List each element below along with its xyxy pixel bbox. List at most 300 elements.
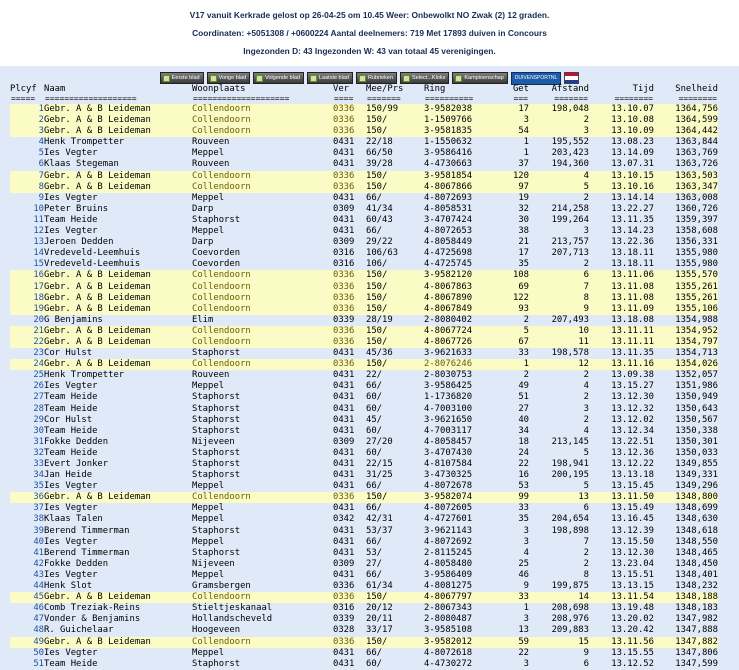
cell-name[interactable]: Berend Timmerman — [44, 525, 130, 536]
cell-speed: 1348,550 — [675, 536, 718, 547]
cell-placing: 41 — [33, 547, 44, 558]
cell-name[interactable]: Klaas Stegeman — [44, 159, 119, 170]
cell-club: 0431 — [333, 525, 355, 536]
cell-club: 0336 — [333, 282, 366, 293]
cell-club: 0431 — [333, 403, 355, 414]
cell-name[interactable]: Gebr. A & B Leideman — [44, 115, 192, 126]
col-plcyf: Plcyf — [10, 84, 37, 94]
cell-entries: 150/ — [366, 282, 424, 293]
cell-residence: Collendoorn — [192, 326, 333, 337]
cell-ring: 4-4730663 — [424, 159, 473, 170]
cell-speed: 1347,806 — [675, 647, 718, 658]
cell-ring: 4-8072693 — [424, 192, 473, 203]
cell-name[interactable]: Team Heide — [44, 447, 98, 458]
results-table — [10, 84, 718, 670]
cell-name[interactable]: Gebr. A & B Leideman — [44, 293, 192, 304]
first-page-button[interactable]: Eerste blad — [160, 72, 204, 84]
cell-ring: 2-8067343 — [424, 603, 473, 614]
cell-time: 13.18.08 — [611, 314, 654, 325]
cell-entries: 66/ — [366, 481, 383, 492]
cell-time: 13.11.11 — [589, 337, 654, 348]
cell-name[interactable]: R. Guichelaar — [44, 625, 114, 636]
cell-clocked: 35 — [518, 514, 529, 525]
cell-ring: 3-9582074 — [424, 492, 501, 503]
cell-entries: 27/20 — [366, 436, 393, 447]
underline: ===== — [11, 94, 36, 103]
cell-placing: 9 — [38, 192, 44, 203]
cell-speed: 1349,855 — [675, 459, 718, 469]
cell-placing: 7 — [10, 171, 44, 182]
cell-ring: 3-4730325 — [424, 470, 473, 481]
cell-ring: 3-9582038 — [424, 104, 501, 115]
cell-ring[interactable]: 4-8081275 — [424, 581, 473, 592]
cell-club: 0431 — [333, 159, 355, 170]
cell-distance: 3 — [583, 403, 589, 414]
cell-distance: 214,258 — [551, 203, 589, 214]
brand-logo-icon[interactable]: DUIVENSPORTNL — [511, 72, 561, 85]
cell-name[interactable]: Team Heide — [44, 425, 98, 436]
cell-speed: 1347,888 — [675, 625, 718, 636]
cell-entries: 150/ — [366, 592, 424, 603]
cell-residence: Hoogeveen — [192, 625, 241, 636]
cell-distance: 4 — [583, 381, 589, 392]
cell-time: 13.20.02 — [611, 614, 654, 625]
cell-distance: 8 — [583, 569, 589, 580]
cell-time: 13.22.36 — [611, 237, 654, 248]
underline: === — [513, 94, 528, 103]
cell-name[interactable]: Fokke Dedden — [44, 436, 109, 447]
cell-name[interactable]: Cor Hulst — [44, 414, 93, 425]
cell-ring: 3-9582120 — [424, 270, 501, 281]
cell-clocked: 93 — [501, 304, 529, 315]
cell-name[interactable]: Ies Vegter — [44, 381, 98, 392]
cell-clocked: 33 — [518, 503, 529, 514]
cell-name[interactable]: Henk Trompetter — [44, 137, 125, 148]
cell-name[interactable]: Team Heide — [44, 214, 98, 225]
cell-clocked: 3 — [523, 614, 529, 625]
cell-clocked: 108 — [501, 270, 529, 281]
cell-speed: 1347,982 — [675, 614, 718, 625]
cell-name[interactable]: Ies Vegter — [44, 192, 98, 203]
cell-time: 13.12.52 — [611, 658, 654, 669]
cell-placing: 3 — [10, 126, 44, 137]
cell-club: 0431 — [333, 470, 355, 481]
cell-distance: 5 — [583, 481, 589, 492]
cell-time: 13.10.08 — [589, 115, 654, 126]
cell-distance: 6 — [583, 503, 589, 514]
cell-placing: 34 — [33, 470, 44, 481]
cell-entries: 150/99 — [366, 104, 424, 115]
cell-club: 0336 — [333, 326, 366, 337]
cell-name[interactable]: Gebr. A & B Leideman — [44, 326, 192, 337]
cell-name[interactable]: Ies Vegter — [44, 481, 98, 492]
cell-clocked: 27 — [518, 403, 529, 414]
cell-ring: 4-8072678 — [424, 481, 473, 492]
cell-residence: Staphorst — [192, 459, 241, 469]
cell-distance: 2 — [583, 392, 589, 403]
table-row — [10, 182, 718, 193]
cell-residence: Coevorden — [192, 248, 241, 259]
table-row — [10, 359, 718, 370]
cell-residence: Staphorst — [192, 414, 241, 425]
cell-residence: Collendoorn — [192, 492, 333, 503]
table-row — [10, 570, 718, 581]
cell-ring: 4-8058457 — [424, 436, 473, 447]
cell-name[interactable]: Team Heide — [44, 403, 98, 414]
table-row — [10, 514, 718, 525]
cell-placing: 45 — [10, 592, 44, 603]
cell-speed: 1363,503 — [654, 171, 718, 182]
cell-clocked: 17 — [518, 248, 529, 259]
cell-ring: 3-9621650 — [424, 414, 473, 425]
cell-speed: 1363,726 — [675, 159, 718, 170]
cell-residence: Collendoorn — [192, 104, 333, 115]
cell-residence: Meppel — [192, 381, 225, 392]
select-kloks-button[interactable]: Select...Kloks — [400, 72, 449, 84]
cell-placing: 8 — [10, 182, 44, 193]
cell-name[interactable]: Ies Vegter — [44, 503, 98, 514]
cell-clocked: 5 — [501, 326, 529, 337]
cell-residence: Collendoorn — [192, 359, 333, 370]
cell-name[interactable]: Vredeveld-Leemhuis — [44, 248, 141, 259]
cell-name[interactable]: Ies Vegter — [44, 226, 98, 237]
cell-speed: 1348,465 — [675, 547, 718, 558]
cell-placing: 31 — [33, 436, 44, 447]
cell-club: 0431 — [333, 459, 355, 469]
table-row — [10, 248, 718, 259]
cell-distance: 194,360 — [551, 159, 589, 170]
cell-entries: 27/ — [366, 558, 383, 569]
last-page-icon — [310, 75, 317, 82]
cell-name[interactable]: Gebr. A & B Leideman — [44, 592, 192, 603]
cell-time: 13.09.38 — [611, 370, 654, 381]
cell-club: 0431 — [333, 226, 355, 237]
cell-entries: 66/ — [366, 569, 383, 580]
cell-residence: Nijeveen — [192, 558, 235, 569]
cell-distance: 5 — [529, 182, 589, 193]
cell-placing: 19 — [10, 304, 44, 315]
table-row — [10, 304, 718, 315]
cell-time: 13.10.09 — [589, 126, 654, 137]
cell-clocked: 37 — [518, 159, 529, 170]
cell-distance: 203,423 — [551, 148, 589, 159]
cell-ring: 3-4707424 — [424, 214, 473, 225]
cell-speed: 1349,331 — [675, 470, 718, 481]
cell-club: 0336 — [333, 115, 366, 126]
cell-residence: Gramsbergen — [192, 581, 251, 592]
cell-name[interactable]: Comb Treziak-Reins — [44, 603, 141, 614]
table-row — [10, 237, 718, 248]
cell-name[interactable]: Ies Vegter — [44, 569, 98, 580]
cell-ring: 2-8080487 — [424, 614, 473, 625]
next-page-button[interactable]: Volgende blad — [253, 72, 304, 84]
cell-entries: 150/ — [366, 293, 424, 304]
cell-name[interactable]: Gebr. A & B Leideman — [44, 282, 192, 293]
cell-distance: 209,883 — [551, 625, 589, 636]
cell-club: 0336 — [333, 337, 366, 348]
netherlands-flag-icon[interactable] — [564, 72, 579, 84]
cell-time: 13.11.06 — [589, 270, 654, 281]
cell-residence: Staphorst — [192, 348, 241, 359]
cell-speed: 1354,988 — [675, 314, 718, 325]
cell-time: 13.11.35 — [611, 348, 654, 359]
cell-speed: 1350,338 — [675, 425, 718, 436]
cell-clocked: 9 — [523, 581, 529, 592]
cell-residence: Meppel — [192, 481, 225, 492]
cell-speed: 1355,980 — [675, 248, 718, 259]
cell-time: 13.07.31 — [611, 159, 654, 170]
cell-distance: 9 — [583, 647, 589, 658]
cell-ring: 3-9581854 — [424, 171, 501, 182]
cell-name[interactable]: Gebr. A & B Leideman — [44, 104, 192, 115]
cell-distance: 207,493 — [551, 314, 589, 325]
cell-distance: 2 — [583, 192, 589, 203]
column-header-row — [10, 84, 718, 94]
categories-button[interactable]: Rubrieken — [356, 72, 397, 84]
col-ver: Ver — [333, 84, 350, 94]
cell-placing: 14 — [33, 248, 44, 259]
cell-placing: 5 — [38, 148, 44, 159]
cell-club: 0431 — [333, 137, 355, 148]
cell-ring[interactable]: 2-8076246 — [424, 359, 501, 370]
cell-name[interactable]: Peter Bruins — [44, 203, 109, 214]
cell-name[interactable]: Ies Vegter — [44, 536, 98, 547]
cell-placing: 49 — [10, 637, 44, 648]
cell-ring: 4-8058531 — [424, 203, 473, 214]
cell-speed: 1355,261 — [654, 293, 718, 304]
cell-speed: 1359,397 — [675, 214, 718, 225]
championship-button[interactable]: Kampioenschap — [452, 72, 507, 84]
cell-residence: Staphorst — [192, 392, 241, 403]
table-row — [10, 148, 718, 159]
cell-club: 0431 — [333, 481, 355, 492]
cell-clocked: 46 — [518, 569, 529, 580]
cell-clocked: 18 — [518, 436, 529, 447]
col-mee-prs: Mee/Prs — [366, 84, 404, 94]
table-row — [10, 659, 718, 670]
previous-page-button[interactable]: Vorige blad — [207, 72, 251, 84]
cell-clocked: 13 — [518, 625, 529, 636]
cell-clocked: 22 — [518, 647, 529, 658]
cell-name[interactable]: Vonder & Benjamins — [44, 614, 141, 625]
cell-distance: 213,757 — [551, 237, 589, 248]
cell-name[interactable]: Team Heide — [44, 658, 98, 669]
cell-distance: 4 — [583, 425, 589, 436]
race-info-line: V17 vanuit Kerkrade gelost op 26-04-25 om 10.45 Weer: Onbewolkt NO Zwak (2) 12 graden. — [189, 10, 550, 20]
cell-residence: Coevorden — [192, 259, 241, 270]
cell-name[interactable]: Team Heide — [44, 392, 98, 403]
cell-ring: 4-7003100 — [424, 403, 473, 414]
cell-name[interactable]: Ies Vegter — [44, 148, 98, 159]
cell-distance: 3 — [583, 226, 589, 237]
cell-placing: 25 — [33, 370, 44, 381]
table-row — [10, 171, 718, 182]
cell-residence: Darp — [192, 237, 214, 248]
cell-placing: 2 — [10, 115, 44, 126]
cell-residence: Staphorst — [192, 214, 241, 225]
cell-time: 13.10.16 — [589, 182, 654, 193]
cell-placing: 28 — [33, 403, 44, 414]
table-row — [10, 282, 718, 293]
cell-clocked: 1 — [523, 148, 529, 159]
cell-name[interactable]: Gebr. A & B Leideman — [44, 359, 192, 370]
cell-ring[interactable]: 2-8115245 — [424, 547, 473, 558]
cell-distance: 198,048 — [529, 104, 589, 115]
cell-name[interactable]: Berend Timmerman — [44, 547, 130, 558]
table-row — [10, 226, 718, 237]
col-ring: Ring — [424, 84, 446, 94]
table-row — [10, 104, 718, 115]
cell-name[interactable]: Jeroen Dedden — [44, 237, 114, 248]
table-row — [10, 115, 718, 126]
cell-entries: 150/ — [366, 492, 424, 503]
underline: ======= — [554, 94, 588, 103]
table-row — [10, 592, 718, 603]
cell-residence: Collendoorn — [192, 115, 333, 126]
cell-ring: 4-4727601 — [424, 514, 473, 525]
cell-time: 13.14.09 — [611, 148, 654, 159]
cell-residence: Stieltjeskanaal — [192, 603, 273, 614]
table-row — [10, 215, 718, 226]
cell-speed: 1348,188 — [654, 592, 718, 603]
cell-placing: 4 — [38, 137, 44, 148]
cell-placing: 32 — [33, 447, 44, 458]
cell-placing: 50 — [33, 647, 44, 658]
cell-speed: 1360,726 — [675, 203, 718, 214]
cell-club: 0339 — [333, 614, 355, 625]
cell-residence: Collendoorn — [192, 282, 333, 293]
cell-residence: Staphorst — [192, 425, 241, 436]
cell-entries: 29/22 — [366, 237, 393, 248]
cell-ring: 1-1509766 — [424, 115, 501, 126]
cell-club: 0336 — [333, 171, 366, 182]
cell-ring[interactable]: 2-8080402 — [424, 314, 473, 325]
cell-distance: 7 — [529, 282, 589, 293]
cell-name[interactable]: Henk Trompetter — [44, 370, 125, 381]
cell-entries: 66/ — [366, 503, 383, 514]
cell-name[interactable]: Gebr. A & B Leideman — [44, 637, 192, 648]
cell-distance: 6 — [583, 658, 589, 669]
cell-time: 13.12.30 — [611, 392, 654, 403]
cell-clocked: 1 — [523, 603, 529, 614]
cell-clocked: 38 — [518, 226, 529, 237]
table-row — [10, 548, 718, 559]
cell-name[interactable]: Cor Hulst — [44, 348, 93, 359]
col-get: Get — [512, 84, 529, 94]
cell-name[interactable]: Gebr. A & B Leideman — [44, 337, 192, 348]
cell-time: 13.11.08 — [589, 282, 654, 293]
cell-residence: Collendoorn — [192, 293, 333, 304]
cell-residence: Collendoorn — [192, 171, 333, 182]
cell-speed: 1363,769 — [675, 148, 718, 159]
table-row — [10, 426, 718, 437]
last-page-button[interactable]: Laatste blad — [307, 72, 353, 84]
col-snelheid: Snelheid — [675, 84, 718, 94]
cell-placing: 10 — [33, 203, 44, 214]
cell-distance: 7 — [583, 536, 589, 547]
cell-entries: 150/ — [366, 115, 424, 126]
cell-name[interactable]: Evert Jonker — [44, 459, 109, 469]
cell-placing: 37 — [33, 503, 44, 514]
cell-name[interactable]: Gebr. A & B Leideman — [44, 171, 192, 182]
cell-name[interactable]: Gebr. A & B Leideman — [44, 182, 192, 193]
cell-distance: 11 — [529, 337, 589, 348]
cell-ring: 2-8030753 — [424, 370, 473, 381]
cell-name[interactable]: Fokke Dedden — [44, 558, 109, 569]
cell-speed: 1354,797 — [654, 337, 718, 348]
cell-name[interactable]: Vredeveld-Leemhuis — [44, 259, 141, 270]
cell-time: 13.08.23 — [611, 137, 654, 148]
cell-club: 0339 — [333, 314, 355, 325]
cell-ring: 4-8067866 — [424, 182, 501, 193]
cell-placing: 16 — [10, 270, 44, 281]
cell-clocked: 1 — [523, 137, 529, 148]
cell-placing: 24 — [10, 359, 44, 370]
cell-name[interactable]: Gebr. A & B Leideman — [44, 126, 192, 137]
cell-ring: 4-8072618 — [424, 647, 473, 658]
cell-club: 0431 — [333, 392, 355, 403]
table-row — [10, 437, 718, 448]
cell-placing: 35 — [33, 481, 44, 492]
entries-line: Ingezonden D: 43 Ingezonden W: 43 van totaal 45 verenigingen. — [243, 46, 496, 56]
cell-residence: Staphorst — [192, 547, 241, 558]
col-tijd: Tijd — [632, 84, 654, 94]
cell-distance: 6 — [529, 270, 589, 281]
cell-name[interactable]: Gebr. A & B Leideman — [44, 304, 192, 315]
cell-club: 0431 — [333, 569, 355, 580]
cell-entries: 150/ — [366, 171, 424, 182]
cell-club: 0431 — [333, 348, 355, 359]
table-row — [10, 392, 718, 403]
cell-entries: 60/ — [366, 403, 383, 414]
cell-entries: 61/34 — [366, 581, 393, 592]
cell-distance: 198,941 — [551, 459, 589, 469]
cell-club: 0316 — [333, 248, 355, 259]
cell-ring[interactable]: 3-9621143 — [424, 525, 473, 536]
cell-clocked: 53 — [518, 481, 529, 492]
cell-club: 0431 — [333, 414, 355, 425]
table-row — [10, 603, 718, 614]
cell-entries: 53/ — [366, 547, 383, 558]
cell-name[interactable]: Klaas Talen — [44, 514, 103, 525]
cell-name[interactable]: Gebr. A & B Leideman — [44, 270, 192, 281]
cell-entries: 60/ — [366, 658, 383, 669]
cell-name[interactable]: Ies Vegter — [44, 647, 98, 658]
cell-ring: 4-8072692 — [424, 536, 473, 547]
cell-name[interactable]: Jan Heide — [44, 470, 93, 481]
cell-name[interactable]: Gebr. A & B Leideman — [44, 492, 192, 503]
cell-residence: Meppel — [192, 226, 225, 237]
cell-entries: 28/19 — [366, 314, 393, 325]
table-row — [10, 625, 718, 636]
cell-ring: 3-9586409 — [424, 569, 473, 580]
cell-club: 0431 — [333, 214, 355, 225]
underline: ==== — [334, 94, 354, 103]
cell-time: 13.11.16 — [589, 359, 654, 370]
cell-placing: 38 — [33, 514, 44, 525]
cell-time: 13.11.35 — [611, 214, 654, 225]
cell-name[interactable]: G Benjamins — [44, 314, 103, 325]
underline: =================== — [45, 94, 137, 103]
cell-club: 0316 — [333, 603, 355, 614]
cell-name[interactable]: Henk Slot — [44, 581, 93, 592]
cell-placing: 13 — [33, 237, 44, 248]
cell-placing: 36 — [10, 492, 44, 503]
cell-entries: 45/36 — [366, 348, 393, 359]
cell-clocked: 51 — [518, 392, 529, 403]
table-row — [10, 270, 718, 281]
cell-clocked: 30 — [518, 214, 529, 225]
